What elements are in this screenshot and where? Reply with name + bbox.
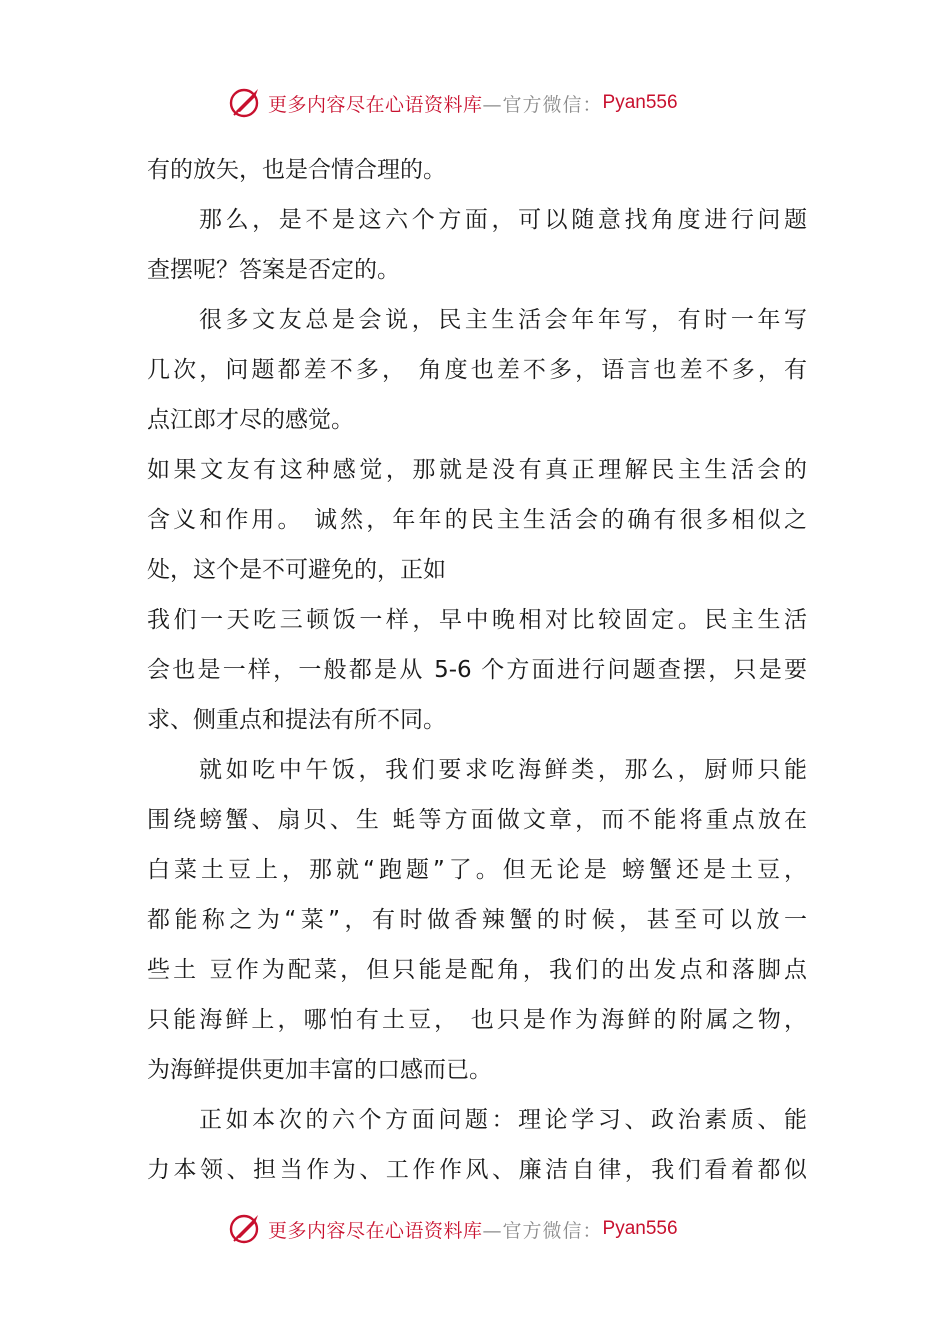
- text-line: 就如吃中午饭，我们要求吃海鲜类，那么，厨师只能: [199, 757, 807, 783]
- text-line: 点江郎才尽的感觉。: [147, 407, 354, 433]
- body-text: [147, 145, 807, 1195]
- text-line: 查摆呢？答案是否定的。: [147, 257, 400, 283]
- banner-wechat-label: —官方微信：: [482, 93, 603, 116]
- footer-watermark-banner: [228, 1209, 748, 1249]
- header-watermark-banner: [228, 83, 748, 123]
- banner-wechat-label: —官方微信：: [482, 1219, 603, 1242]
- banner-wechat-id: Pyan556: [602, 92, 678, 113]
- text-line: 只能海鲜上，哪怕有土豆， 也只是作为海鲜的附属之物，: [147, 1007, 807, 1033]
- text-line: 如果文友有这种感觉，那就是没有真正理解民主生活会的: [147, 457, 807, 483]
- quill-logo-icon: [228, 1211, 264, 1247]
- banner-site-name: 更多内容尽在心语资料库: [268, 93, 483, 116]
- text-line: 那么，是不是这六个方面，可以随意找角度进行问题: [199, 207, 807, 233]
- text-line: 都能称之为“菜”，有时做香辣蟹的时候，甚至可以放一: [147, 907, 807, 933]
- text-line: 正如本次的六个方面问题：理论学习、政治素质、能: [199, 1107, 807, 1133]
- text-line: 很多文友总是会说，民主生活会年年写，有时一年写: [199, 307, 807, 333]
- text-line: 为海鲜提供更加丰富的口感而已。: [147, 1057, 492, 1083]
- banner-wechat-id: Pyan556: [602, 1218, 678, 1239]
- text-line: 处，这个是不可避免的，正如: [147, 557, 446, 583]
- text-line: 会也是一样，一般都是从 5-6 个方面进行问题查摆，只是要: [147, 657, 807, 683]
- text-line: 求、侧重点和提法有所不同。: [147, 707, 446, 733]
- text-line: 些土 豆作为配菜，但只能是配角，我们的出发点和落脚点: [147, 957, 807, 983]
- text-line: 围绕螃蟹、扇贝、生 蚝等方面做文章，而不能将重点放在: [147, 807, 807, 833]
- text-line: 有的放矢，也是合情合理的。: [147, 157, 446, 183]
- quill-logo-icon: [228, 85, 264, 121]
- banner-site-name: 更多内容尽在心语资料库: [268, 1219, 483, 1242]
- text-line: 力本领、担当作为、工作作风、廉洁自律，我们看着都似: [147, 1157, 807, 1183]
- text-line: 我们一天吃三顿饭一样，早中晚相对比较固定。民主生活: [147, 607, 807, 633]
- text-line: 含义和作用。 诚然，年年的民主生活会的确有很多相似之: [147, 507, 807, 533]
- text-line: 几次，问题都差不多， 角度也差不多，语言也差不多，有: [147, 357, 807, 383]
- text-line: 白菜土豆上，那就“跑题”了。但无论是 螃蟹还是土豆，: [147, 857, 807, 883]
